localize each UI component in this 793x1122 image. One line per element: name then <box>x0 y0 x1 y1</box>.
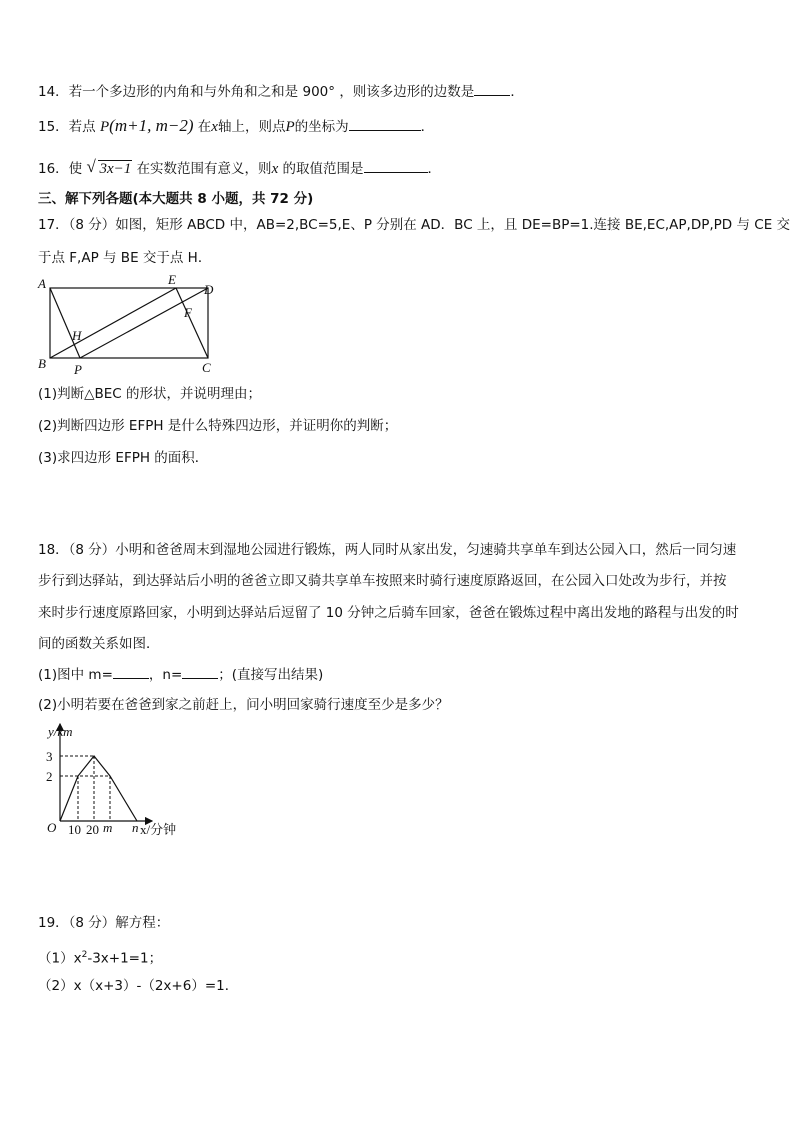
label-b: B <box>38 356 46 371</box>
y-axis-label: y/km <box>48 724 73 739</box>
question-17-part-2: (2)判断四边形 EFPH 是什么特殊四边形，并证明你的判断； <box>38 418 398 434</box>
x-tick-m: m <box>103 820 113 835</box>
answer-blank-m[interactable] <box>113 664 149 679</box>
distance-time-graph <box>36 718 206 838</box>
square-root: √ 3x−1 <box>86 157 132 177</box>
question-19-line-1: 19．（8 分）解方程： <box>38 915 170 931</box>
label-f: F <box>184 305 192 320</box>
section-heading: 三、解下列各题(本大题共 8 小题，共 72 分) <box>38 191 314 207</box>
label-e: E <box>168 272 176 287</box>
x-tick-20: 20 <box>86 822 99 837</box>
answer-blank[interactable] <box>364 158 428 173</box>
question-18-part-2: (2)小明若要在爸爸到家之前赶上，问小明回家骑行速度至少是多少？ <box>38 697 449 713</box>
y-tick-3: 3 <box>46 749 53 764</box>
question-17-part-3: (3)求四边形 EFPH 的面积． <box>38 450 209 466</box>
label-h: H <box>72 328 82 343</box>
segment-pd <box>80 288 208 358</box>
answer-blank[interactable] <box>349 116 421 131</box>
label-d: D <box>204 282 214 297</box>
distance-curve <box>60 756 137 821</box>
rectangle-figure <box>30 272 230 378</box>
segment-be <box>50 288 176 358</box>
segment-ec <box>176 288 208 358</box>
label-c: C <box>202 360 211 375</box>
origin-label: O <box>47 820 57 835</box>
x-axis-label: x/分钟 <box>140 822 177 837</box>
answer-blank-n[interactable] <box>182 664 218 679</box>
question-17-line-2: 于点 F,AP 与 BE 交于点 H． <box>38 250 212 266</box>
question-17-line-1: 17．（8 分）如图，矩形 ABCD 中，AB=2,BC=5,E、P 分别在 AD．BC 上，且 DE=BP=1.连接 BE,EC,AP,DP,PD 与 CE 交 <box>38 217 791 233</box>
question-18-line-1: 18．（8 分）小明和爸爸周末到湿地公园进行锻炼，两人同时从家出发，匀速骑共享单车到达公园入口，然后一同匀速 <box>38 542 737 558</box>
x-tick-n: n <box>132 820 139 835</box>
question-15: 15．若点 P(m+1, m−2) 在x轴上，则点P的坐标为 ． <box>38 116 435 135</box>
question-18-line-4: 间的函数关系如图． <box>38 636 160 652</box>
question-17-part-1: (1)判断△BEC 的形状，并说明理由； <box>38 386 262 402</box>
label-a: A <box>38 276 46 291</box>
question-18-part-1: (1)图中 m= ，n= ；(直接写出结果) <box>38 664 323 685</box>
question-18-line-3: 来时步行速度原路回家，小明到达驿站后逗留了 10 分钟之后骑车回家，爸爸在锻炼过程中离出发地的路程与出发的时 <box>38 605 739 621</box>
label-p: P <box>74 362 82 377</box>
x-tick-10: 10 <box>68 822 81 837</box>
y-tick-2: 2 <box>46 769 53 784</box>
segment-ap <box>50 288 80 358</box>
question-14: 14．若一个多边形的内角和与外角和之和是 900° ，则该多边形的边数是 ． <box>38 81 524 102</box>
question-16: 16．使 √ 3x−1 在实数范围有意义，则x 的取值范围是 ． <box>38 157 442 177</box>
question-19-part-2: （2）x（x+3）-（2x+6）=1． <box>38 978 239 994</box>
question-19-part-1: $(1)x^2-3x+1=1$； <box>38 950 163 967</box>
question-18-line-2: 步行到达驿站，到达驿站后小明的爸爸立即又骑共享单车按照来时骑行速度原路返回，在公园入口处改为步行，并按 <box>38 573 727 589</box>
answer-blank[interactable] <box>474 81 510 96</box>
rectangle-abcd <box>50 288 208 358</box>
